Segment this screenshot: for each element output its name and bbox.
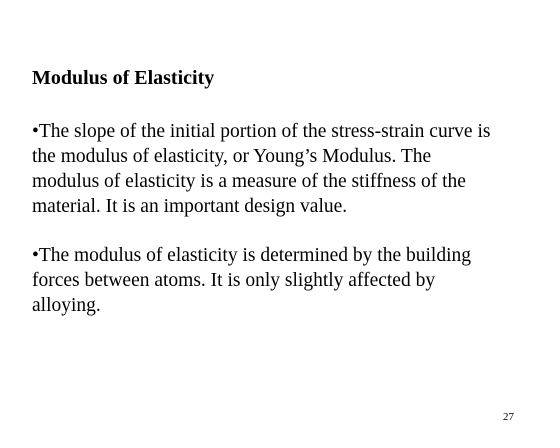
- bullet-line: forces between atoms. It is only slightly affected by: [32, 270, 436, 291]
- bullet-line: modulus of elasticity is a measure of the stiffness of the: [32, 171, 466, 192]
- paragraph-spacer: [32, 219, 552, 243]
- bullet-line: the modulus of elasticity, or Young’s Modulus. The: [32, 146, 432, 167]
- slide-body: [32, 119, 552, 318]
- bullet-line: •The slope of the initial portion of the stress-strain curve is: [32, 121, 491, 142]
- bullet-paragraph: [32, 119, 552, 219]
- slide-title: Modulus of Elasticity: [32, 67, 215, 89]
- bullet-line: •The modulus of elasticity is determined by the building: [32, 245, 471, 266]
- bullet-line: alloying.: [32, 295, 101, 316]
- bullet-line: material. It is an important design value.: [32, 196, 348, 217]
- bullet-paragraph: [32, 243, 552, 318]
- page-number: 27: [503, 411, 514, 423]
